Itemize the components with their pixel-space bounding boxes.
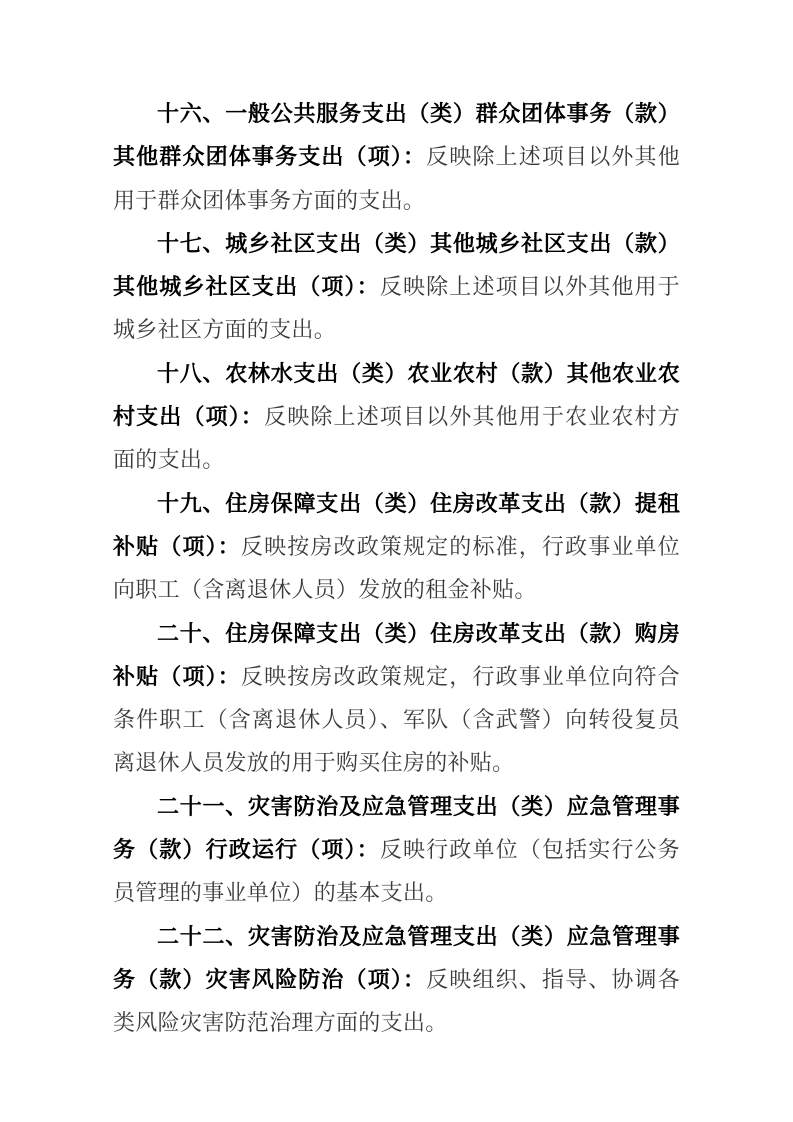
paragraph-body: 反映组织、指导、协调各类风险灾害防范治理方面的支出。	[113, 966, 680, 1036]
paragraph	[113, 222, 680, 352]
paragraph-body: 反映除上述项目以外其他用于城乡社区方面的支出。	[113, 274, 680, 343]
document-content	[113, 92, 680, 1045]
paragraph-body: 反映除上述项目以外其他用于农业农村方面的支出。	[113, 404, 680, 473]
paragraph-heading: 二十二、灾害防治及应急管理支出（类）应急管理事务（款）灾害风险防治（项）：	[113, 923, 680, 992]
paragraph	[113, 915, 680, 1045]
paragraph	[113, 785, 680, 915]
paragraph	[113, 612, 680, 785]
paragraph-heading: 十六、一般公共服务支出（类）群众团体事务（款）其他群众团体事务支出（项）：	[113, 101, 680, 170]
paragraph-body: 反映除上述项目以外其他用于群众团体事务方面的支出。	[113, 144, 680, 213]
paragraph	[113, 352, 680, 482]
paragraph-body: 反映按房改政策规定的标准，行政事业单位向职工（含离退休人员）发放的租金补贴。	[113, 533, 680, 603]
paragraph-heading: 十九、住房保障支出（类）住房改革支出（款）提租补贴（项）：	[113, 490, 680, 559]
paragraph-body: 反映按房改政策规定，行政事业单位向符合条件职工（含离退休人员）、军队（含武警）向转役复员离退休人员发放的用于购买住房的补贴。	[113, 663, 680, 776]
paragraph-body: 反映行政单位（包括实行公务员管理的事业单位）的基本支出。	[113, 837, 680, 906]
paragraph-heading: 十八、农林水支出（类）农业农村（款）其他农业农村支出（项）：	[113, 360, 680, 430]
paragraph-heading: 二十、住房保障支出（类）住房改革支出（款）购房补贴（项）：	[113, 620, 680, 689]
paragraph	[113, 92, 680, 222]
paragraph	[113, 482, 680, 612]
paragraph-heading: 十七、城乡社区支出（类）其他城乡社区支出（款）其他城乡社区支出（项）：	[113, 230, 680, 300]
paragraph-heading: 二十一、灾害防治及应急管理支出（类）应急管理事务（款）行政运行（项）：	[113, 793, 680, 863]
